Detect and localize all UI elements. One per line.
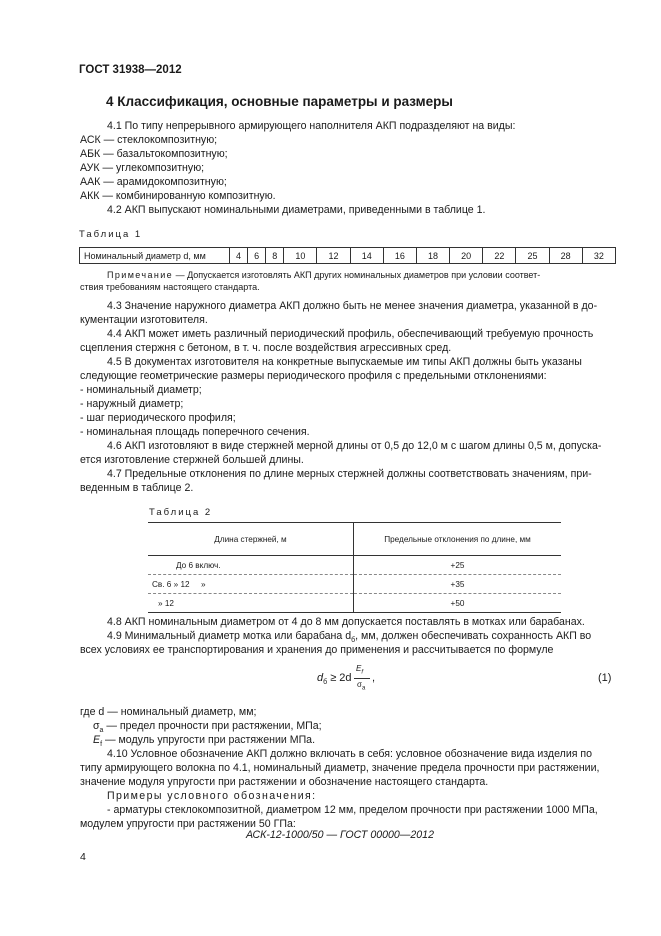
formula-numerator: $E_f$ bbox=[356, 664, 364, 676]
type-aak: ААК — арамидокомпозитную; bbox=[80, 176, 227, 188]
table1-row-label: Номинальный диаметр d, мм bbox=[80, 248, 230, 264]
where-d: где d — номинальный диаметр, мм; bbox=[80, 706, 257, 718]
type-ask: АСК — стеклокомпозитную; bbox=[80, 134, 218, 146]
table2-deviation: +25 bbox=[354, 556, 562, 575]
table1-cell: 8 bbox=[266, 248, 284, 264]
para-4-4-l2: сцепления стержня с бетоном, в т. ч. после воздействия агрессивных сред. bbox=[80, 342, 452, 354]
table-row bbox=[148, 575, 561, 594]
table2-length: Св. 6 » 12 » bbox=[148, 575, 354, 594]
table2-deviation: +50 bbox=[450, 598, 465, 608]
para-4-1-intro: 4.1 По типу непрерывного армирующего наполнителя АКП подразделяют на виды: bbox=[107, 120, 516, 132]
table1-cell: 28 bbox=[549, 248, 582, 264]
para-4-4-l1: 4.4 АКП может иметь различный периодический профиль, обеспечивающий требуемую прочность bbox=[107, 328, 594, 340]
para-4-3-l1: 4.3 Значение наружного диаметра АКП должно быть не менее значения диаметра, указанной в до- bbox=[107, 300, 598, 312]
para-4-8: 4.8 АКП номинальным диаметром от 4 до 8 мм допускается поставлять в мотках или барабанах. bbox=[107, 616, 585, 628]
table1-cell: 18 bbox=[416, 248, 449, 264]
para-4-5-l5: - шаг периодического профиля; bbox=[80, 412, 236, 424]
table2-deviation: +35 bbox=[354, 575, 562, 594]
para-4-9-l2: всех условиях ее транспортирования и хранения до применения и рассчитывается по формуле bbox=[80, 644, 554, 656]
para-4-3-l2: кументации изготовителя. bbox=[80, 314, 208, 326]
para-4-5-l1: 4.5 В документах изготовителя на конкретные выпускаемые им типы АКП должны быть указаны bbox=[107, 356, 582, 368]
table1-cell: 12 bbox=[317, 248, 350, 264]
table-row bbox=[148, 594, 561, 613]
para-4-9-l1: 4.9 Минимальный диаметр мотка или барабана $d_б$, мм, должен обеспечивать сохранность АКП во bbox=[107, 630, 592, 645]
table1-cell: 4 bbox=[230, 248, 248, 264]
table-row bbox=[148, 556, 561, 575]
para-4-7-l2: веденным в таблице 2. bbox=[80, 482, 194, 494]
para-4-5-l6: - номинальная площадь поперечного сечения. bbox=[80, 426, 310, 438]
table-2 bbox=[148, 522, 561, 613]
example-designation: АСК-12-1000/50 — ГОСТ 00000—2012 bbox=[246, 829, 434, 841]
para-4-5-l2: следующие геометрические размеры периодического профиля с предельными отклонениями: bbox=[80, 370, 547, 382]
table1-cell: 6 bbox=[248, 248, 266, 264]
table1-cell: 20 bbox=[450, 248, 483, 264]
table2-col1-header: Длина стержней, м bbox=[148, 523, 354, 556]
table1-cell: 32 bbox=[582, 248, 615, 264]
example-l1: - арматуры стеклокомпозитной, диаметром 12 мм, пределом прочности при растяжении 1000 МПа, bbox=[107, 804, 598, 816]
examples-heading: Примеры условного обозначения: bbox=[107, 790, 317, 802]
para-4-6-l1: 4.6 АКП изготовляют в виде стержней мерной длины от 0,5 до 12,0 м с шагом длины 0,5 м, допуска- bbox=[107, 440, 602, 452]
where-sigma: $\sigma_a$ — предел прочности при растяжении, МПа; bbox=[93, 720, 322, 735]
table1-row bbox=[80, 248, 616, 264]
table2-col2-header: Предельные отклонения по длине, мм bbox=[354, 523, 562, 556]
formula-denominator: $\sigma_a$ bbox=[357, 680, 366, 692]
table1-cell: 14 bbox=[350, 248, 383, 264]
table-1 bbox=[79, 247, 616, 264]
type-auk: АУК — углекомпозитную; bbox=[80, 162, 205, 174]
para-4-5-l4: - наружный диаметр; bbox=[80, 398, 184, 410]
page-number: 4 bbox=[80, 851, 86, 863]
table2-caption: Таблица 2 bbox=[149, 507, 213, 518]
table2-length: » 12 bbox=[148, 594, 354, 613]
type-abk: АБК — базальтокомпозитную; bbox=[80, 148, 228, 160]
table2-length: До 6 включ. bbox=[148, 556, 354, 575]
table1-cell: 10 bbox=[284, 248, 317, 264]
para-4-10-l1: 4.10 Условное обозначение АКП должно включать в себя: условное обозначение вида изделия по bbox=[107, 748, 593, 760]
table2-header-row bbox=[148, 523, 561, 556]
example-l2: модулем упругости при растяжении 50 ГПа: bbox=[80, 818, 296, 830]
fraction-bar bbox=[354, 678, 370, 679]
para-4-7-l1: 4.7 Предельные отклонения по длине мерных стержней должны соответствовать значениям, при- bbox=[107, 468, 592, 480]
para-4-6-l2: ется изготовление стержней большей длины. bbox=[80, 454, 304, 466]
table1-cell: 25 bbox=[516, 248, 549, 264]
note1-line2: ствия требованиям настоящего стандарта. bbox=[80, 282, 260, 292]
table1-cell: 16 bbox=[383, 248, 416, 264]
note1-label: Примечание bbox=[107, 270, 174, 280]
table1-cell: 22 bbox=[483, 248, 516, 264]
note1-line1: Примечание — Допускается изготовлять АКП других номинальных диаметров при условии соответ- bbox=[107, 270, 541, 280]
type-akk: АКК — комбинированную композитную. bbox=[80, 190, 276, 202]
para-4-2: 4.2 АКП выпускают номинальными диаметрами, приведенными в таблице 1. bbox=[107, 204, 486, 216]
where-e: $E_f$ — модуль упругости при растяжении МПа. bbox=[93, 734, 316, 749]
para-4-5-l3: - номинальный диаметр; bbox=[80, 384, 202, 396]
formula-lhs: $d_б \ge 2d$ bbox=[317, 672, 352, 687]
formula-tail: , bbox=[372, 672, 376, 684]
formula-number: (1) bbox=[598, 672, 612, 684]
section-title: 4 Классификация, основные параметры и размеры bbox=[106, 94, 453, 109]
table1-caption: Таблица 1 bbox=[79, 229, 143, 240]
document-header: ГОСТ 31938—2012 bbox=[79, 64, 182, 76]
para-4-10-l2: типу армирующего волокна по 4.1, номинальный диаметр, значение предела прочности при растяжении, bbox=[80, 762, 600, 774]
para-4-10-l3: значение модуля упругости при растяжении и обозначение настоящего стандарта. bbox=[80, 776, 489, 788]
